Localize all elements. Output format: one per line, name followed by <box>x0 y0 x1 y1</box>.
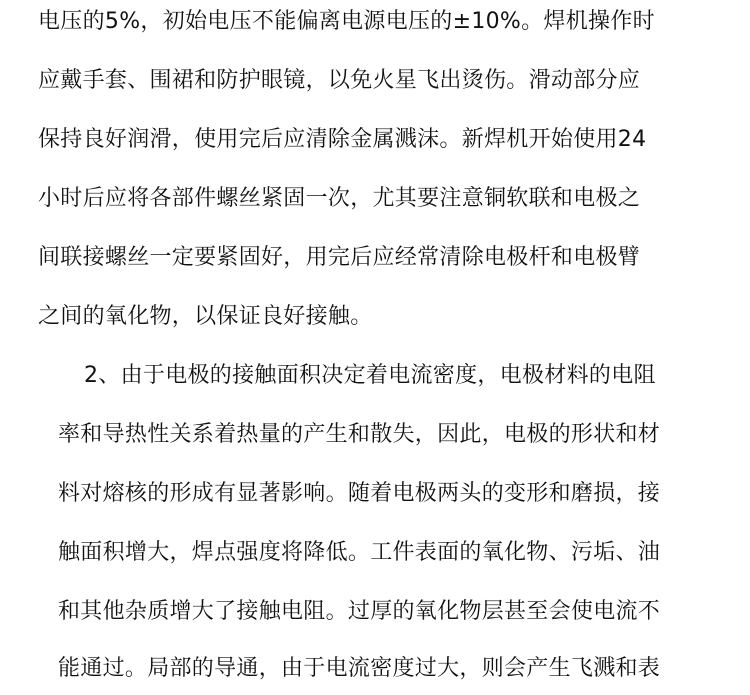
text-line: 应戴手套、围裙和防护眼镜，以免火星飞出烫伤。滑动部分应 <box>38 68 641 93</box>
text-line: 电压的5%，初始电压不能偏离电源电压的±10%。焊机操作时 <box>38 9 655 34</box>
text-line: 保持良好润滑，使用完后应清除金属溅沫。新焊机开始使用24 <box>38 127 647 152</box>
text-line: 和其他杂质增大了接触电阻。过厚的氧化物层甚至会使电流不 <box>58 599 661 624</box>
text-line: 率和导热性关系着热量的产生和散失，因此，电极的形状和材 <box>58 422 661 447</box>
text-line: 间联接螺丝一定要紧固好，用完后应经常清除电极杆和电极臂 <box>38 245 641 270</box>
text-line: 之间的氧化物，以保证良好接触。 <box>38 304 373 329</box>
text-line: 小时后应将各部件螺丝紧固一次，尤其要注意铜软联和电极之 <box>38 186 641 211</box>
text-line: 2、由于电极的接触面积决定着电流密度，电极材料的电阻 <box>84 363 656 388</box>
text-line: 触面积增大，焊点强度将降低。工件表面的氧化物、污垢、油 <box>58 540 661 565</box>
text-line: 料对熔核的形成有显著影响。随着电极两头的变形和磨损，接 <box>58 481 661 506</box>
text-line: 能通过。局部的导通，由于电流密度过大，则会产生飞溅和表 <box>58 656 661 681</box>
